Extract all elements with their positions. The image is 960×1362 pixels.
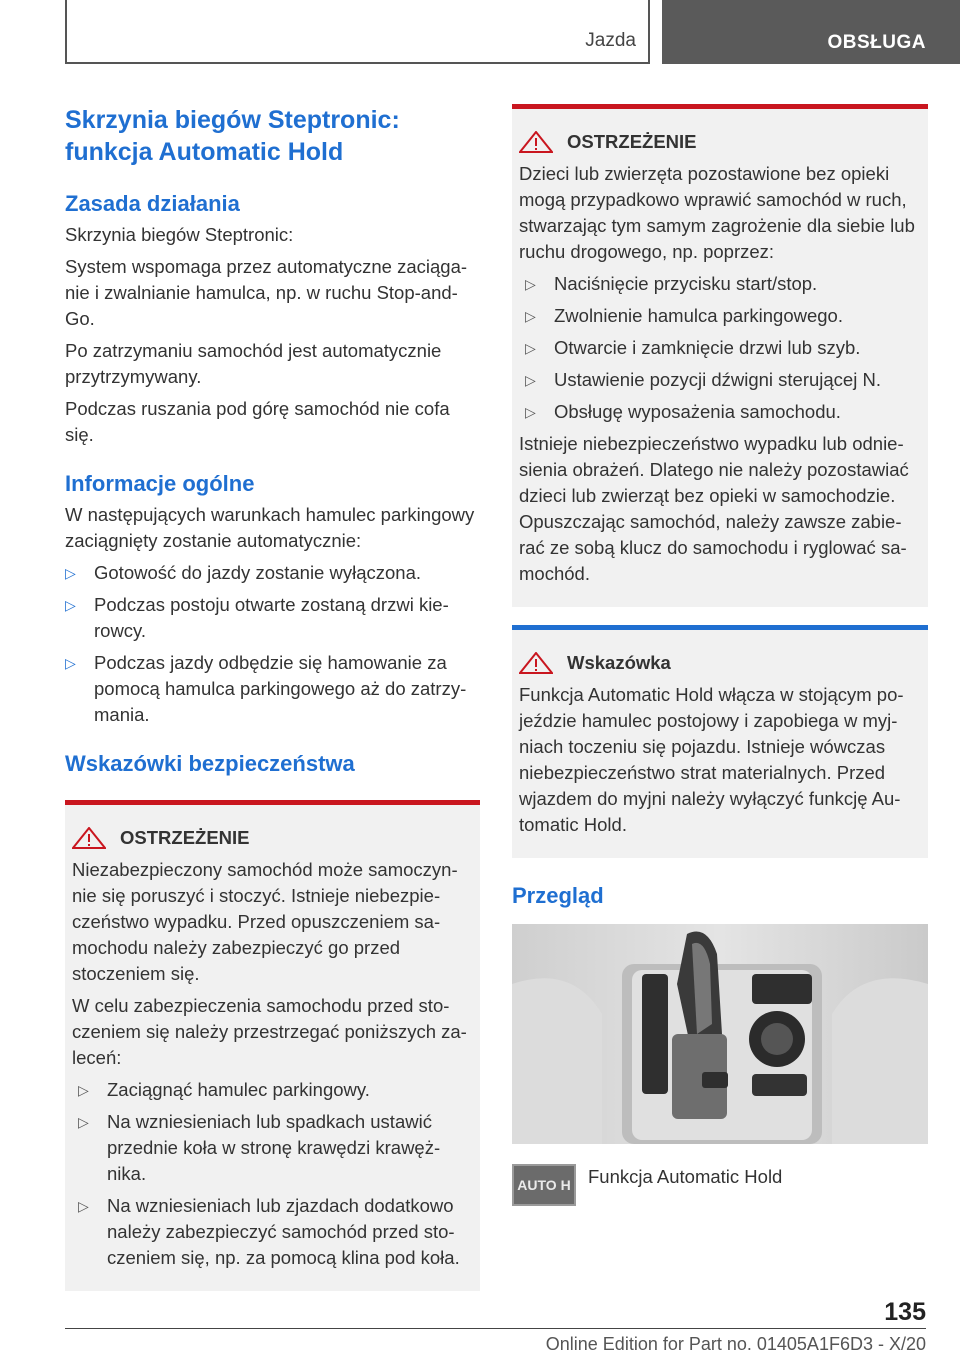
safety-list — [72, 1077, 473, 1271]
children-risk-list — [519, 271, 921, 425]
warning-box — [512, 104, 928, 607]
paragraph: W następujących warunkach hamulec parkingowy zaciągnięty zostanie automatycznie: — [65, 504, 475, 551]
warning-triangle-icon — [72, 827, 106, 849]
paragraph: Niezabezpieczony samochód może samoczynnie się poruszyć i stoczyć. Istnieje niebezpieczeństwo wypadku. Przed opuszczeniem samochodu należy zabezpieczyć go przed stoczeniem się. — [72, 859, 458, 984]
heading-safety: Wskazówki bezpieczeństwa — [65, 751, 355, 776]
heading-general-info: Informacje ogólne — [65, 471, 255, 496]
footer-divider — [65, 1328, 926, 1329]
paragraph: Skrzynia biegów Steptronic: — [65, 224, 294, 245]
paragraph: Funkcja Automatic Hold włącza w stojącym pojeździe hamulec postojowy i zapobiega w myjniach toczeniu się pojazdu. Istnieje wówczas niebezpieczeństwo strat materialnych. Przed wjazdem do myjni należy wyłączyć funkcję Automatic Hold. — [519, 684, 904, 835]
triangle-right-icon: ▷ — [65, 597, 76, 613]
right-column — [512, 104, 928, 1206]
page-number: 135 — [884, 1298, 926, 1326]
note-box — [512, 625, 928, 858]
paragraph: Podczas ruszania pod górę samochód nie cofa się. — [65, 398, 450, 445]
list-item: ▷ Na wzniesieniach lub zjazdach dodatkowo należy zabezpieczyć samochód przed stoczeniem się, np. za pomocą klina pod koła. — [78, 1195, 460, 1268]
list-item: ▷ Na wzniesieniach lub spadkach ustawić przednie koła w stronę krawędzi krawężnika. — [78, 1111, 441, 1184]
triangle-right-icon: ▷ — [65, 655, 76, 671]
triangle-right-icon: ▷ — [65, 565, 76, 581]
heading-principle: Zasada działania — [65, 191, 240, 216]
caption-text: Funkcja Automatic Hold — [588, 1166, 783, 1187]
auto-hold-button-icon: AUTO H — [512, 1164, 576, 1206]
list-item: ▷ Otwarcie i zamknięcie drzwi lub szyb. — [525, 335, 921, 361]
triangle-right-icon: ▷ — [525, 372, 536, 388]
warning-box — [65, 800, 480, 1291]
paragraph: Po zatrzymaniu samochód jest automatycznie przytrzymywany. — [65, 340, 442, 387]
warning-triangle-icon — [519, 131, 553, 153]
list-item: ▷ Gotowość do jazdy zostanie wyłączona. — [65, 560, 480, 586]
list-item: ▷ Zaciągnąć hamulec parkingowy. — [78, 1077, 473, 1103]
edition-note: Online Edition for Part no. 01405A1F6D3 - X/20 — [545, 1334, 926, 1354]
triangle-right-icon: ▷ — [525, 276, 536, 292]
list-item: ▷ Zwolnienie hamulca parkingowego. — [525, 303, 921, 329]
paragraph: Dzieci lub zwierzęta pozostawione bez opieki mogą przypadkowo wprawić samochód w ruch, stwarzając tym samym zagrożenie dla siebie lub ruchu drogowego, np. poprzez: — [519, 163, 915, 262]
list-item: ▷ Obsługę wyposażenia samochodu. — [525, 399, 921, 425]
conditions-list — [65, 560, 480, 728]
paragraph: W celu zabezpieczenia samochodu przed stoczeniem się należy przestrzegać poniższych zaleceń: — [72, 995, 467, 1068]
warning-triangle-icon — [519, 652, 553, 674]
figure-caption — [512, 1164, 928, 1206]
note-title: Wskazówka — [519, 650, 921, 676]
warning-title: OSTRZEŻENIE — [72, 825, 473, 851]
warning-title: OSTRZEŻENIE — [519, 129, 921, 155]
paragraph: Istnieje niebezpieczeństwo wypadku lub odniesienia obrażeń. Dlatego nie należy pozostawiać dzieci lub zwierząt bez opieki w samochodzie. Opuszczając samochód, należy zawsze zabierać ze sobą klucz do samochodu i ryglować samochód. — [519, 433, 909, 584]
page-title: Skrzynia biegów Steptronic: funkcja Automatic Hold — [65, 106, 400, 166]
triangle-right-icon: ▷ — [525, 340, 536, 356]
triangle-right-icon: ▷ — [78, 1114, 89, 1130]
triangle-right-icon: ▷ — [525, 404, 536, 420]
chapter-tab — [662, 0, 960, 64]
list-item: ▷ Ustawienie pozycji dźwigni sterującej N. — [525, 367, 921, 393]
left-column — [65, 104, 480, 1291]
list-item: ▷ Podczas postoju otwarte zostaną drzwi kierowcy. — [65, 594, 449, 641]
triangle-right-icon: ▷ — [78, 1198, 89, 1214]
triangle-right-icon: ▷ — [525, 308, 536, 324]
triangle-right-icon: ▷ — [78, 1082, 89, 1098]
heading-overview: Przegląd — [512, 883, 604, 908]
paragraph: System wspomaga przez automatyczne zaciąganie i zwalnianie hamulca, np. w ruchu Stop-and-Go. — [65, 256, 468, 329]
center-console-photo — [512, 924, 928, 1144]
list-item: ▷ Podczas jazdy odbędzie się hamowanie za pomocą hamulca parkingowego aż do zatrzymania. — [65, 652, 467, 725]
chapter-tab-label: OBSŁUGA — [827, 32, 926, 53]
list-item: ▷ Naciśnięcie przycisku start/stop. — [525, 271, 921, 297]
header-frame — [65, 0, 650, 64]
section-title: Jazda — [585, 30, 636, 51]
